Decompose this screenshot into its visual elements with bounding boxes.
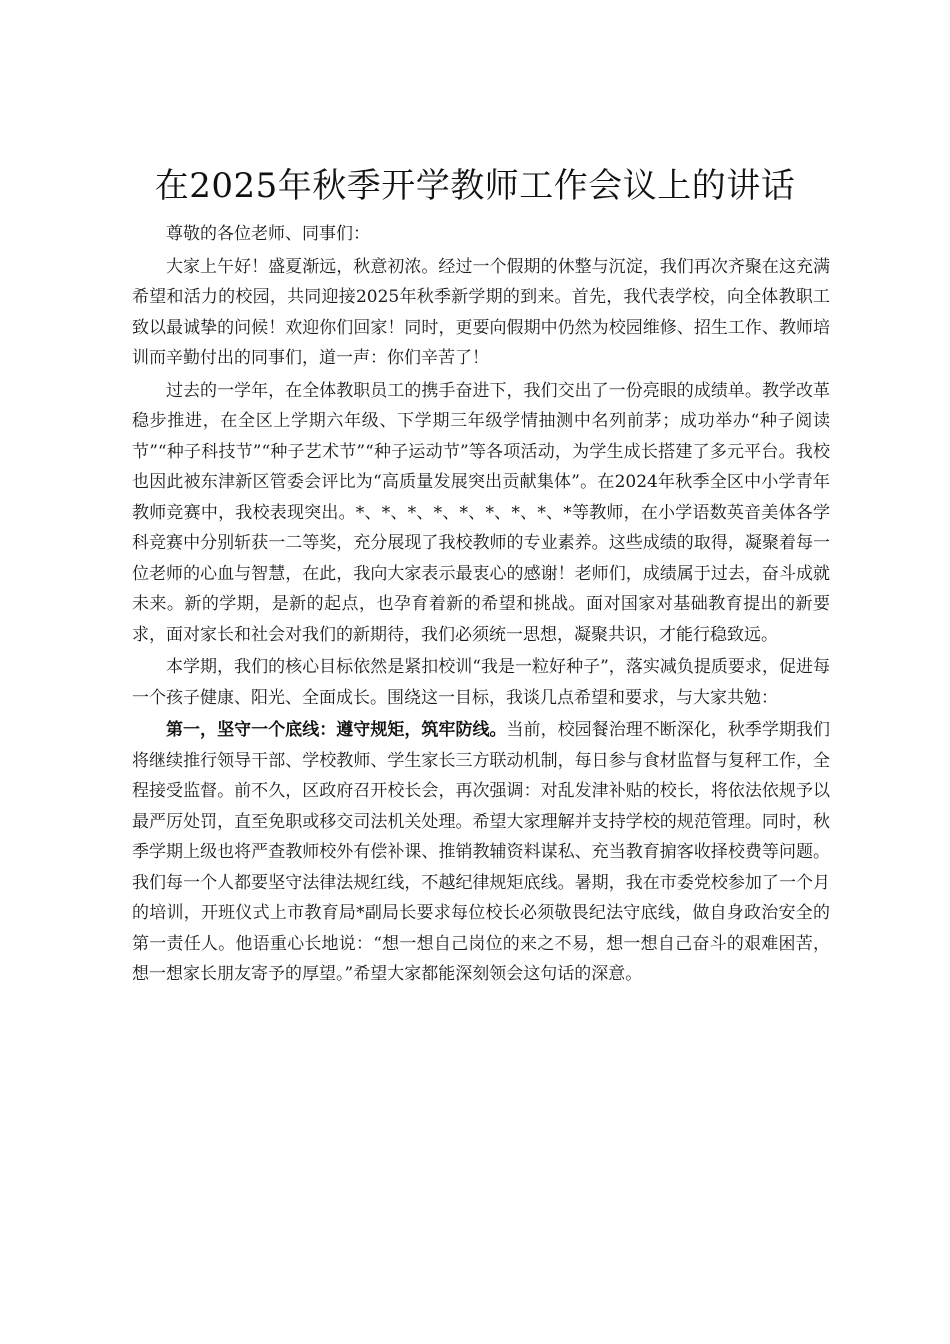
salutation: 尊敬的各位老师、同事们： xyxy=(166,224,370,244)
paragraph-goals: 本学期，我们的核心目标依然是紧扣校训“我是一粒好种子”，落实减负提质要求，促进每一个孩子健康、阳光、全面成长。围绕这一目标，我谈几点希望和要求，与大家共勉： xyxy=(132,657,830,708)
document-title: 在2025年秋季开学教师工作会议上的讲话 xyxy=(154,166,796,206)
section-1-heading: 第一，坚守一个底线：遵守规矩，筑牢防线。 xyxy=(166,720,507,740)
paragraph-section-1 xyxy=(132,715,830,990)
document-body xyxy=(132,219,830,992)
paragraph-achievements: 过去的一学年，在全体教职员工的携手奋进下，我们交出了一份亮眼的成绩单。教学改革稳步推进，在全区上学期六年级、下学期三年级学情抽测中名列前茅；成功举办“种子阅读节”“种子科技节”“种子艺术节”“种子运动节”等各项活动，为学生成长搭建了多元平台。我校也因此被东津新区管委会评比为“高质量发展突出贡献集体”。在2024年秋季全区中小学青年教师竞赛中，我校表现突出。*、*、*、*、*、*、*、*、*等教师，在小学语数英音美体各学科竞赛中分别斩获一二等奖，充分展现了我校教师的专业素养。这些成绩的取得，凝聚着每一位老师的心血与智慧，在此，我向大家表示最衷心的感谢！老师们，成绩属于过去，奋斗成就未来。新的学期，是新的起点，也孕育着新的希望和挑战。面对国家对基础教育提出的新要求，面对家长和社会对我们的新期待，我们必须统一思想，凝聚共识，才能行稳致远。 xyxy=(132,380,830,645)
paragraph-greeting: 大家上午好！盛夏渐远，秋意初浓。经过一个假期的休整与沉淀，我们再次齐聚在这充满希望和活力的校园，共同迎接2025年秋季新学期的到来。首先，我代表学校，向全体教职工致以最诚挚的问候！欢迎你们回家！同时，更要向假期中仍然为校园维修、招生工作、教师培训而辛勤付出的同事们，道一声：你们辛苦了！ xyxy=(132,256,830,368)
section-1-text: 当前，校园餐治理不断深化，秋季学期我们将继续推行领导干部、学校教师、学生家长三方联动机制，每日参与食材监督与复秤工作，全程接受监督。前不久，区政府召开校长会，再次强调：对乱发津补贴的校长，将依法依规予以最严厉处罚，直至免职或移交司法机关处理。希望大家理解并支持学校的规范管理。同时，秋季学期上级也将严查教师校外有偿补课、推销教辅资料谋私、充当教育掮客收择校费等问题。我们每一个人都要坚守法律法规红线，不越纪律规矩底线。暑期，我在市委党校参加了一个月的培训，开班仪式上市教育局*副局长要求每位校长必须敬畏纪法守底线，做自身政治安全的第一责任人。他语重心长地说：“想一想自己岗位的来之不易，想一想自己奋斗的艰难困苦，想一想家长朋友寄予的厚望。”希望大家都能深刻领会这句话的深意。 xyxy=(132,720,831,984)
